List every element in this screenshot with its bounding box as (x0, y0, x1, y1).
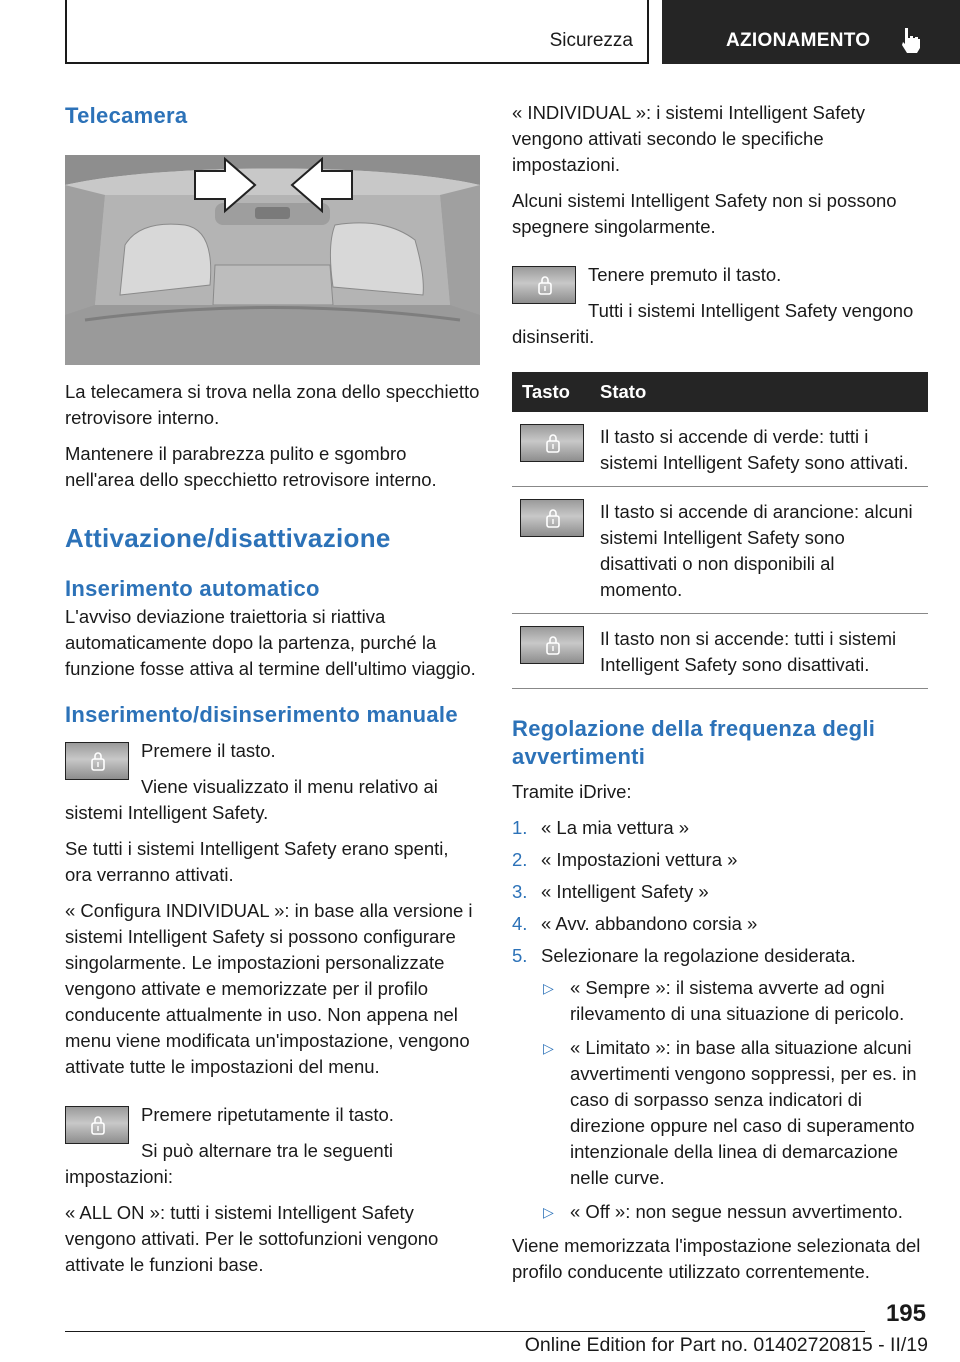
list-item (512, 815, 928, 841)
section-title: Sicurezza (549, 30, 633, 51)
press-button-text: Premere il tasto. (141, 740, 276, 761)
chapter-tab (662, 0, 960, 64)
lane-lock-icon (545, 508, 561, 528)
step-number: 4. (512, 913, 528, 934)
table-row (512, 412, 928, 487)
list-item (541, 975, 928, 1027)
press-repeatedly-block (65, 1102, 480, 1190)
lane-lock-icon (90, 751, 106, 771)
table-cell-state: Il tasto si accende di verde: tutti i sistemi Intelligent Safety sono attivati. (590, 412, 928, 487)
page-number: 195 (885, 1300, 926, 1327)
section-heading-activation: Attivazione/disattivazione (65, 523, 391, 553)
section-heading-frequency: Regolazione della frequenza degli avvertimenti (512, 716, 876, 769)
camera-location-photo (65, 155, 480, 365)
intelligent-safety-button-image (520, 626, 584, 664)
edition-footer: Online Edition for Part no. 01402720815 - II/19 (524, 1334, 928, 1356)
step-text: « La mia vettura » (541, 817, 690, 838)
hold-button-text: Tenere premuto il tasto. (588, 264, 782, 285)
list-item (541, 1199, 928, 1225)
press-repeatedly-text: Premere ripetutamente il tasto. (141, 1104, 394, 1125)
step-number: 1. (512, 817, 528, 838)
step-text: « Intelligent Safety » (541, 881, 709, 902)
table-cell-key (512, 412, 590, 487)
lane-lock-icon (545, 433, 561, 453)
table-cell-state: Il tasto non si accende: tutti i sistemi Intelligent Safety sono disattivati. (590, 614, 928, 689)
press-repeatedly-result: Si può alternare tra le seguenti impostazioni: (65, 1140, 393, 1187)
table-row (512, 614, 928, 689)
step-number: 5. (512, 945, 528, 966)
step-text: « Avv. abbandono corsia » (541, 913, 758, 934)
configure-individual-paragraph: « Configura INDIVIDUAL »: in base alla versione i sistemi Intelligent Safety si possono configurare singolarmente. Le impostazioni personalizzate vengono attivate e memorizzate per il profilo conducente attualmente in uso. Non appena nel menu viene modificata un'impostazione, vengono attivate tutte le impostazioni del menu. (65, 900, 473, 1077)
step-text: Selezionare la regolazione desiderata. (541, 945, 856, 966)
page-header (0, 0, 960, 66)
option-text: « Limitato »: in base alla situazione alcuni avvertimenti vengono soppressi, per es. in caso di sorpasso senza indicatori di direzione oppure nel caso di superamento intenzionale della linea di demarcazione nelle curve. (570, 1037, 917, 1188)
intelligent-safety-button-image (520, 499, 584, 537)
press-button-result: Viene visualizzato il menu relativo ai sistemi Intelligent Safety. (65, 776, 438, 823)
table-cell-state: Il tasto si accende di arancione: alcuni sistemi Intelligent Safety sono disattivati o non disponibili al momento. (590, 487, 928, 614)
intelligent-safety-button-image (65, 1106, 129, 1144)
individual-paragraph: « INDIVIDUAL »: i sistemi Intelligent Safety vengono attivati secondo le specifiche impostazioni. (512, 102, 866, 175)
cannot-disable-paragraph: Alcuni sistemi Intelligent Safety non si possono spegnere singolarmente. (512, 190, 897, 237)
table-header-key: Tasto (512, 372, 590, 412)
table-header-row (512, 372, 928, 412)
automatic-paragraph: L'avviso deviazione traiettoria si riattiva automaticamente dopo la partenza, purché la funzione fosse attiva al termine dell'ultimo viaggio. (65, 606, 476, 679)
intelligent-safety-button-image (520, 424, 584, 462)
via-idrive-text: Tramite iDrive: (512, 781, 632, 802)
right-column (512, 100, 928, 1285)
camera-paragraph-1: La telecamera si trova nella zona dello specchietto retrovisore interno. (65, 381, 480, 428)
options-list (541, 975, 928, 1225)
lane-lock-icon (545, 635, 561, 655)
hold-button-result: Tutti i sistemi Intelligent Safety vengono disinseriti. (512, 300, 914, 347)
pointing-hand-icon (898, 26, 924, 54)
section-tab (65, 0, 649, 64)
table-cell-key (512, 614, 590, 689)
list-item (512, 911, 928, 937)
all-on-paragraph: « ALL ON »: tutti i sistemi Intelligent Safety vengono attivati. Per le sottofunzioni vengono attivate le funzioni base. (65, 1202, 439, 1275)
steps-list (512, 815, 928, 1225)
option-text: « Sempre »: il sistema avverte ad ogni rilevamento di una situazione di pericolo. (570, 977, 905, 1024)
final-paragraph: Viene memorizzata l'impostazione selezionata del profilo conducente utilizzato correntemente. (512, 1235, 921, 1282)
chapter-title: AZIONAMENTO (726, 30, 871, 51)
section-heading-camera: Telecamera (65, 103, 188, 128)
button-state-table (512, 372, 928, 689)
intelligent-safety-button-image (512, 266, 576, 304)
all-off-paragraph: Se tutti i sistemi Intelligent Safety erano spenti, ora verranno attivati. (65, 838, 449, 885)
camera-paragraph-2: Mantenere il parabrezza pulito e sgombro nell'area dello specchietto retrovisore interno. (65, 443, 437, 490)
left-column (65, 100, 480, 1278)
step-number: 3. (512, 881, 528, 902)
list-item (541, 1035, 928, 1191)
press-button-block (65, 738, 480, 826)
table-row (512, 487, 928, 614)
footer-rule (65, 1331, 865, 1332)
list-item (512, 879, 928, 905)
triangle-bullet-icon: ▷ (543, 1204, 554, 1220)
triangle-bullet-icon: ▷ (543, 1040, 554, 1056)
triangle-bullet-icon: ▷ (543, 980, 554, 996)
option-text: « Off »: non segue nessun avvertimento. (570, 1201, 903, 1222)
subheading-automatic: Inserimento automatico (65, 576, 320, 601)
intelligent-safety-button-image (65, 742, 129, 780)
list-item (512, 943, 928, 1225)
step-text: « Impostazioni vettura » (541, 849, 738, 870)
table-header-state: Stato (590, 372, 928, 412)
car-interior-illustration (65, 155, 480, 365)
hold-button-block (512, 262, 928, 350)
lane-lock-icon (537, 275, 553, 295)
step-number: 2. (512, 849, 528, 870)
subheading-manual: Inserimento/disinserimento manuale (65, 702, 458, 727)
list-item (512, 847, 928, 873)
lane-lock-icon (90, 1115, 106, 1135)
table-cell-key (512, 487, 590, 614)
